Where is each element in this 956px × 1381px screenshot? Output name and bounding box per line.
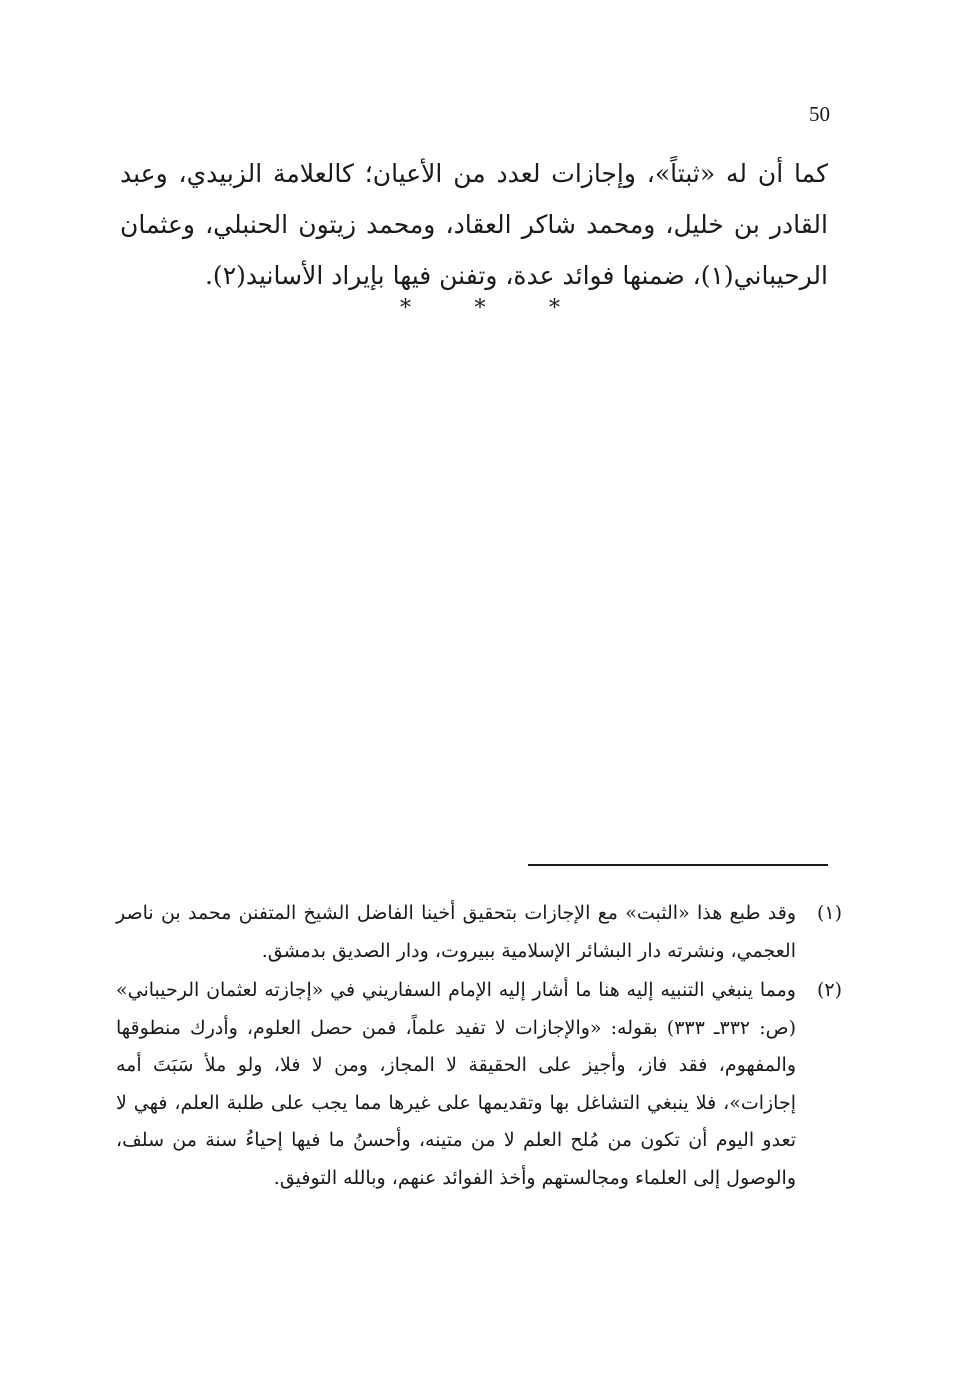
separator-star: * bbox=[474, 296, 486, 321]
footnote-text: وقد طبع هذا «الثبت» مع الإجازات بتحقيق أخينا الفاضل الشيخ المتفنن محمد بن ناصر العجمي، ونشرته دار البشائر الإسلامية ببيروت، ودار الصديق بدمشق. bbox=[116, 902, 796, 962]
main-paragraph: كما أن له «ثبتاً»، وإجازات لعدد من الأعيان؛ كالعلامة الزبيدي، وعبد القادر بن خليل، ومحمد شاكر العقاد، ومحمد زيتون الحنبلي، وعثمان الرحيباني(١)، ضمنها فوائد عدة، وتفنن فيها بإيراد الأسانيد(٢). bbox=[120, 159, 828, 290]
footnotes bbox=[116, 895, 842, 1199]
separator-star: * bbox=[549, 296, 560, 321]
footnote-2 bbox=[116, 972, 842, 1197]
section-separator bbox=[400, 296, 560, 321]
footnote-1 bbox=[116, 895, 842, 970]
main-text bbox=[120, 148, 828, 301]
footnote-text: ومما ينبغي التنبيه إليه هنا ما أشار إليه الإمام السفاريني في «إجازته لعثمان الرحيباني» (ص: ٣٣٢ـ ٣٣٣) بقوله: «والإجازات لا تفيد علماً، فمن حصل العلوم، وأدرك منطوقها والمفهوم، فقد فاز، وأجيز على الحقيقة لا المجاز، ومن لا فلا، ولو ملأ سَبَتَ أمه إجازات»، فلا ينبغي التشاغل بها وتقديمها على غيرها مما يجب على طلبة العلم، فهي لا تعدو اليوم أن تكون من مُلح العلم لا من متينه، وأحسنُ ما فيها إحياءُ سنة من سلف، والوصول إلى العلماء ومجالستهم وأخذ الفوائد عنهم، وبالله التوفيق. bbox=[116, 979, 796, 1189]
footnote-marker: (٢) bbox=[816, 979, 842, 1001]
page-number: 50 bbox=[809, 102, 830, 126]
separator-star: * bbox=[400, 296, 411, 321]
footnote-divider bbox=[528, 864, 828, 866]
footnote-marker: (١) bbox=[816, 902, 842, 924]
